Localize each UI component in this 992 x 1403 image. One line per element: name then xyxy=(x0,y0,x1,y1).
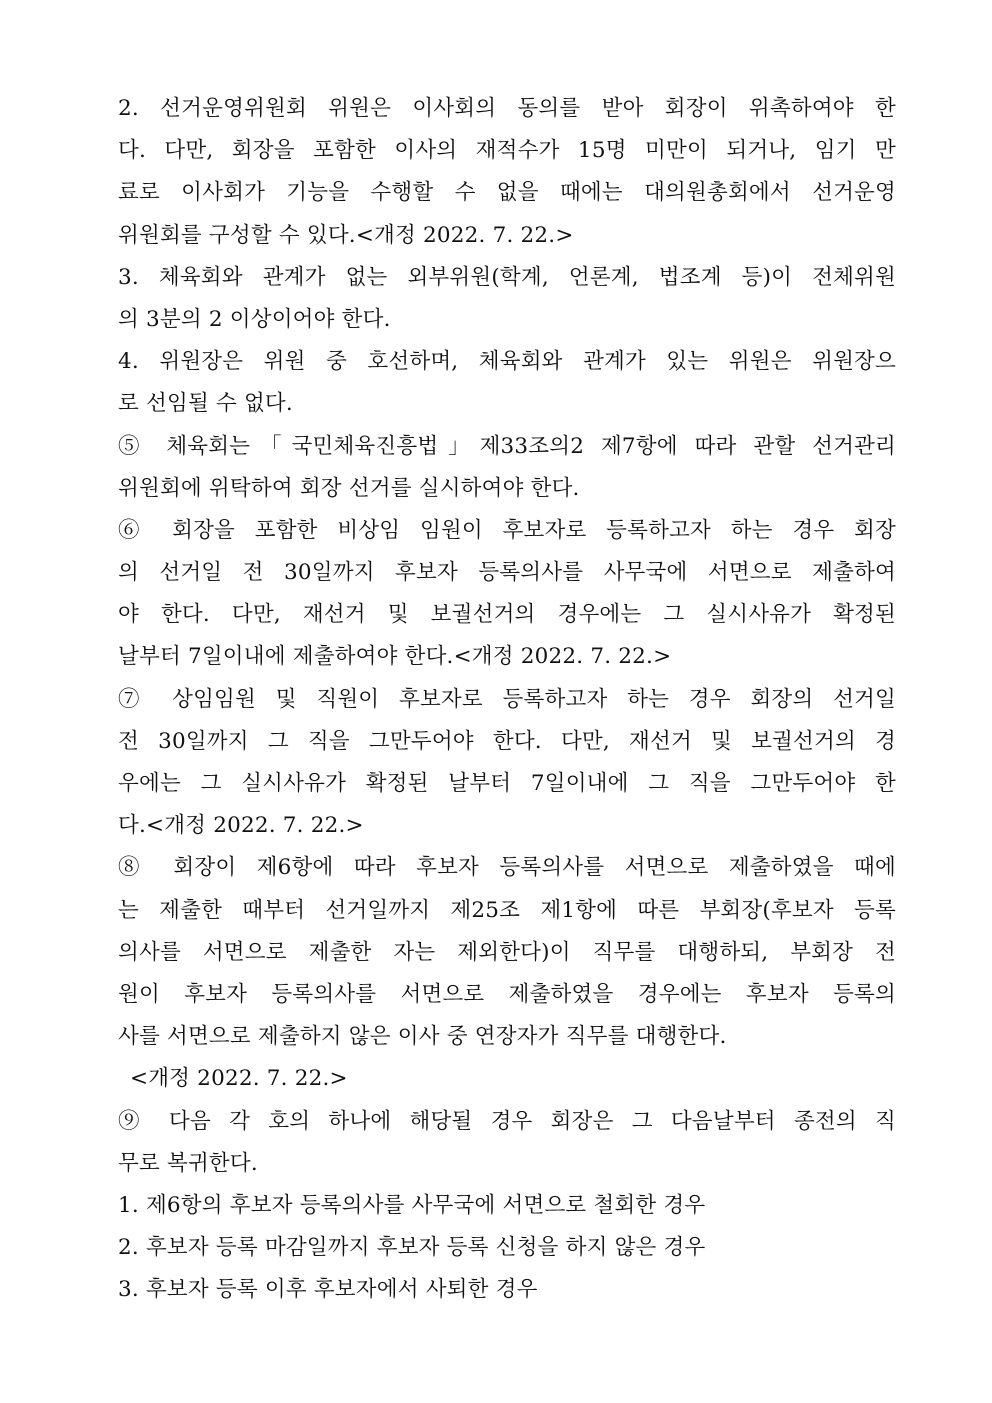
text-line: 무로 복귀한다. xyxy=(118,1150,258,1176)
text-line: 료로 이사회가 기능을 수행할 수 없을 때에는 대의원총회에서 선거운영 xyxy=(118,180,896,206)
text-line: 위원회에 위탁하여 회장 선거를 실시하여야 한다. xyxy=(118,475,580,501)
text-line: 2. 선거운영위원회 위원은 이사회의 동의를 받아 회장이 위촉하여야 한 xyxy=(118,96,896,121)
text-line: ⑥ 회장을 포함한 비상임 임원이 후보자로 등록하고자 하는 경우 회장 xyxy=(118,517,896,543)
text-line: ⑧ 회장이 제6항에 따라 후보자 등록의사를 서면으로 제출하였을 때에 xyxy=(118,855,896,881)
text-line: 는 제출한 때부터 선거일까지 제25조 제1항에 따른 부회장(후보자 등록 xyxy=(118,897,896,923)
text-line: 원이 후보자 등록의사를 서면으로 제출하였을 경우에는 후보자 등록의 xyxy=(118,981,896,1007)
document-body xyxy=(118,88,896,1311)
text-line: ⑤ 체육회는「국민체육진흥법」제33조의2 제7항에 따라 관할 선거관리 xyxy=(118,433,896,459)
text-line: 3. 후보자 등록 이후 후보자에서 사퇴한 경우 xyxy=(118,1277,538,1303)
text-line: 날부터 7일이내에 제출하여야 한다.<개정 2022. 7. 22.> xyxy=(118,644,672,670)
text-line: 다. 다만, 회장을 포함한 이사의 재적수가 15명 미만이 되거나, 임기 만 xyxy=(118,138,896,164)
text-line: 4. 위원장은 위원 중 호선하며, 체육회와 관계가 있는 위원은 위원장으 xyxy=(118,349,896,375)
text-line: 1. 제6항의 후보자 등록의사를 사무국에 서면으로 철회한 경우 xyxy=(118,1192,706,1218)
text-line: 야 한다. 다만, 재선거 및 보궐선거의 경우에는 그 실시사유가 확정된 xyxy=(118,602,896,628)
text-line: 2. 후보자 등록 마감일까지 후보자 등록 신청을 하지 않은 경우 xyxy=(118,1235,706,1261)
text-line: 다.<개정 2022. 7. 22.> xyxy=(118,813,364,839)
text-line: 의사를 서면으로 제출한 자는 제외한다)이 직무를 대행하되, 부회장 전 xyxy=(118,939,896,965)
text-line: 사를 서면으로 제출하지 않은 이사 중 연장자가 직무를 대행한다. xyxy=(118,1024,727,1050)
text-line: 로 선임될 수 없다. xyxy=(118,391,293,417)
text-line: ⑨ 다음 각 호의 하나에 해당될 경우 회장은 그 다음날부터 종전의 직 xyxy=(118,1108,896,1134)
text-line: ⑦ 상임임원 및 직원이 후보자로 등록하고자 하는 경우 회장의 선거일 xyxy=(118,686,896,712)
text-line: 의 3분의 2 이상이어야 한다. xyxy=(118,306,391,332)
text-line: 전 30일까지 그 직을 그만두어야 한다. 다만, 재선거 및 보궐선거의 경 xyxy=(118,728,896,754)
text-line: 우에는 그 실시사유가 확정된 날부터 7일이내에 그 직을 그만두어야 한 xyxy=(118,771,896,796)
text-line: 3. 체육회와 관계가 없는 외부위원(학계, 언론계, 법조계 등)이 전체위원 xyxy=(118,264,896,290)
text-line: <개정 2022. 7. 22.> xyxy=(130,1066,348,1092)
text-line: 위원회를 구성할 수 있다.<개정 2022. 7. 22.> xyxy=(118,222,574,248)
text-line: 의 선거일 전 30일까지 후보자 등록의사를 사무국에 서면으로 제출하여 xyxy=(118,560,896,586)
